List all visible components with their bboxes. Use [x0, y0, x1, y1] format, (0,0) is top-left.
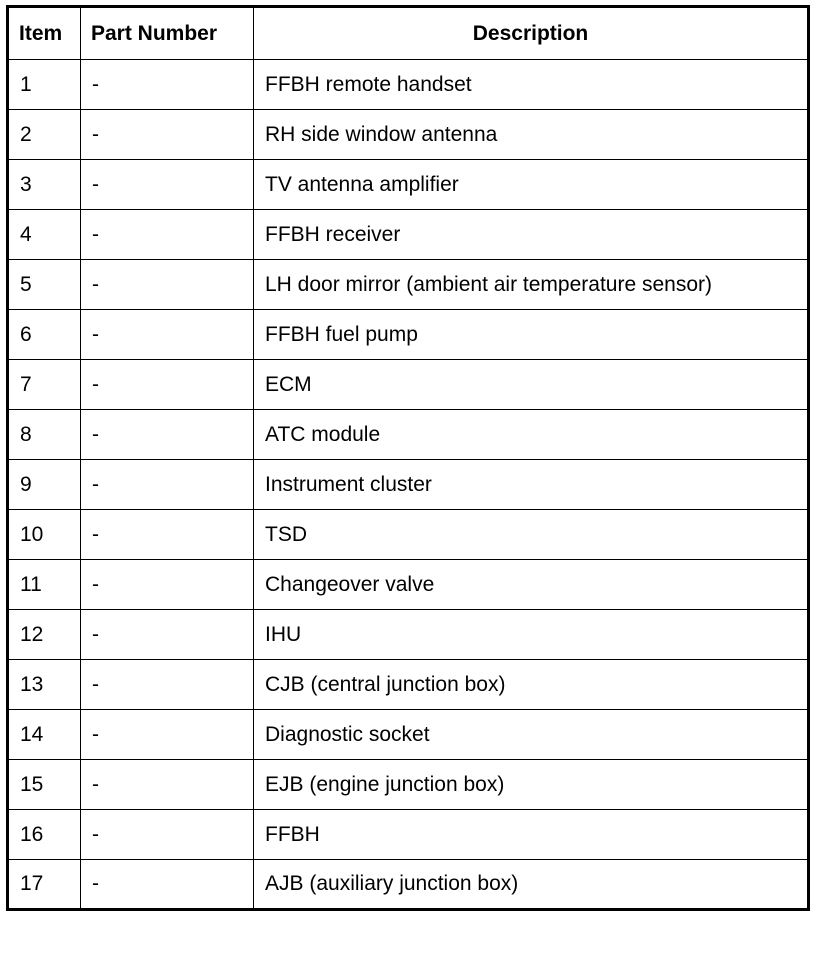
cell-part-number: - [81, 760, 254, 810]
table-row [8, 510, 809, 560]
cell-part-number: - [81, 160, 254, 210]
table-row [8, 710, 809, 760]
cell-description: ATC module [254, 410, 809, 460]
cell-part-number: - [81, 260, 254, 310]
cell-description: AJB (auxiliary junction box) [254, 860, 809, 910]
cell-description: FFBH remote handset [254, 60, 809, 110]
table-row [8, 310, 809, 360]
table-row [8, 410, 809, 460]
table-row [8, 460, 809, 510]
table-row [8, 210, 809, 260]
table-row [8, 60, 809, 110]
table-row [8, 360, 809, 410]
cell-description: Changeover valve [254, 560, 809, 610]
cell-description: LH door mirror (ambient air temperature sensor) [254, 260, 809, 310]
cell-item: 14 [8, 710, 81, 760]
cell-part-number: - [81, 510, 254, 560]
column-header-description: Description [254, 7, 809, 60]
cell-part-number: - [81, 210, 254, 260]
cell-part-number: - [81, 410, 254, 460]
cell-item: 10 [8, 510, 81, 560]
cell-item: 16 [8, 810, 81, 860]
cell-item: 15 [8, 760, 81, 810]
cell-description: FFBH receiver [254, 210, 809, 260]
cell-item: 1 [8, 60, 81, 110]
cell-part-number: - [81, 610, 254, 660]
cell-item: 9 [8, 460, 81, 510]
table-header-row [8, 7, 809, 60]
table-row [8, 860, 809, 910]
cell-item: 17 [8, 860, 81, 910]
cell-part-number: - [81, 810, 254, 860]
cell-description: TV antenna amplifier [254, 160, 809, 210]
cell-item: 8 [8, 410, 81, 460]
table-row [8, 760, 809, 810]
cell-description: RH side window antenna [254, 110, 809, 160]
table-row [8, 160, 809, 210]
table-row [8, 610, 809, 660]
cell-part-number: - [81, 60, 254, 110]
cell-item: 12 [8, 610, 81, 660]
cell-item: 4 [8, 210, 81, 260]
column-header-item: Item [8, 7, 81, 60]
cell-description: EJB (engine junction box) [254, 760, 809, 810]
cell-description: ECM [254, 360, 809, 410]
cell-item: 6 [8, 310, 81, 360]
cell-item: 7 [8, 360, 81, 410]
cell-part-number: - [81, 560, 254, 610]
cell-item: 3 [8, 160, 81, 210]
table-row [8, 110, 809, 160]
cell-description: Instrument cluster [254, 460, 809, 510]
cell-description: IHU [254, 610, 809, 660]
cell-item: 13 [8, 660, 81, 710]
cell-part-number: - [81, 860, 254, 910]
table-row [8, 660, 809, 710]
table-row [8, 810, 809, 860]
cell-item: 5 [8, 260, 81, 310]
cell-description: TSD [254, 510, 809, 560]
table-row [8, 560, 809, 610]
cell-description: FFBH [254, 810, 809, 860]
parts-table [6, 5, 810, 911]
column-header-part-number: Part Number [81, 7, 254, 60]
cell-description: FFBH fuel pump [254, 310, 809, 360]
table-row [8, 260, 809, 310]
cell-part-number: - [81, 110, 254, 160]
cell-description: CJB (central junction box) [254, 660, 809, 710]
cell-part-number: - [81, 660, 254, 710]
cell-part-number: - [81, 710, 254, 760]
cell-item: 11 [8, 560, 81, 610]
cell-item: 2 [8, 110, 81, 160]
cell-description: Diagnostic socket [254, 710, 809, 760]
cell-part-number: - [81, 360, 254, 410]
cell-part-number: - [81, 310, 254, 360]
cell-part-number: - [81, 460, 254, 510]
